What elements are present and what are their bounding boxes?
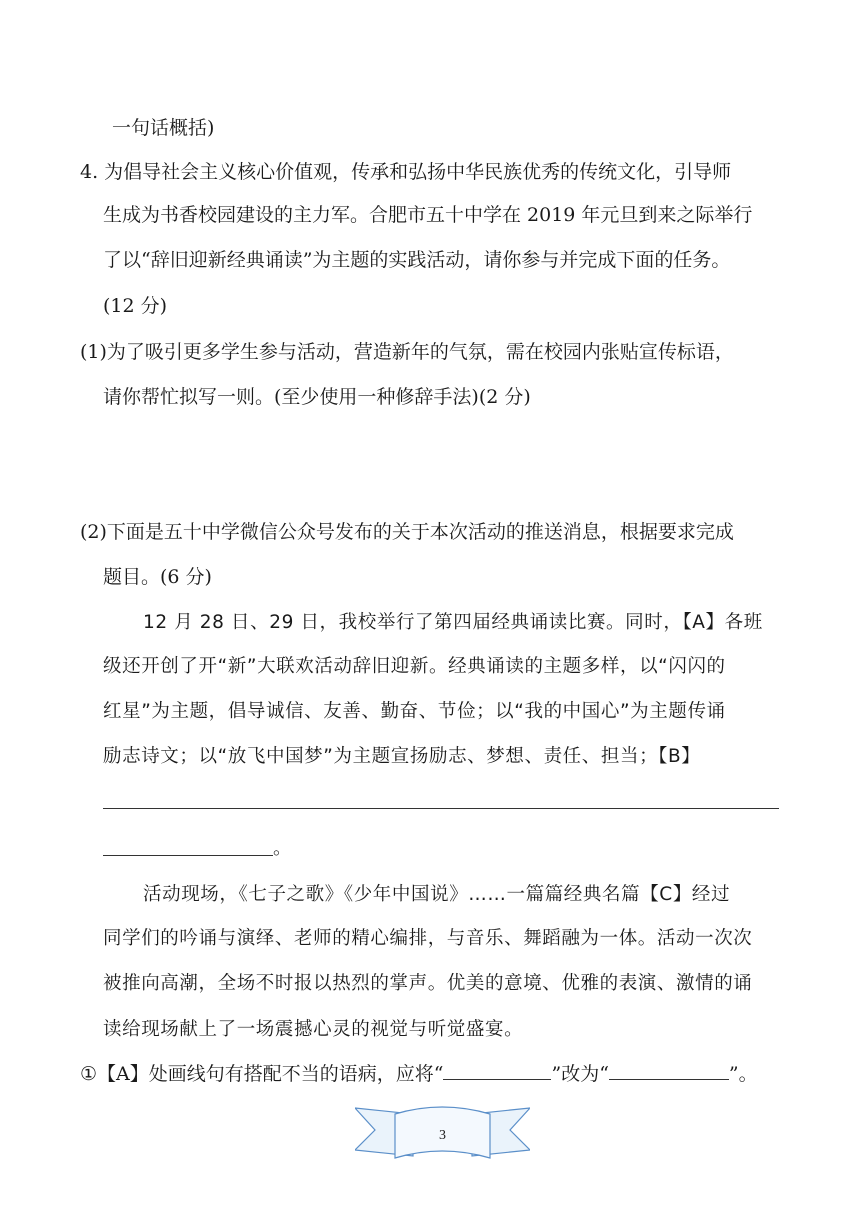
subquestion-1-line: (1)为了吸引更多学生参与活动，营造新年的气氛，需在校园内张贴宣传标语，: [80, 341, 734, 363]
subquestion-2-line: 题目。(6 分): [103, 566, 212, 588]
question-a-line: [80, 1060, 758, 1088]
passage-line: 活动现场，《七子之歌》《少年中国说》……一篇篇经典名篇【C】经过: [143, 884, 731, 905]
passage-line: 读给现场献上了一场震撼心灵的视觉与听觉盛宴。: [103, 1019, 524, 1040]
answer-blank-b[interactable]: [103, 808, 779, 809]
answer-blank-a1[interactable]: [443, 1061, 551, 1080]
answer-blank-b-cont[interactable]: [103, 855, 273, 856]
passage-line: 同学们的吟诵与演绎、老师的精心编排，与音乐、舞蹈融为一体。活动一次次: [103, 928, 753, 949]
passage-line: 12 月 28 日、29 日，我校举行了第四届经典诵读比赛。同时，【A】各班: [143, 612, 763, 633]
page-footer: [355, 1100, 530, 1170]
passage-line: 被推向高潮，全场不时报以热烈的掌声。优美的意境、优雅的表演、激情的诵: [103, 973, 753, 994]
page-number: 3: [439, 1128, 446, 1143]
subquestion-1-line: 请你帮忙拟写一则。(至少使用一种修辞手法)(2 分): [103, 386, 531, 408]
answer-blank-a2[interactable]: [609, 1061, 729, 1080]
text-line: 一句话概括): [112, 117, 215, 139]
question-a-suffix: ”。: [728, 1063, 758, 1085]
question-4-line: 4. 为倡导社会主义核心价值观，传承和弘扬中华民族优秀的传统文化，引导师: [80, 161, 732, 183]
question-4-line: 了以“辞旧迎新经典诵读”为主题的实践活动，请你参与并完成下面的任务。: [103, 249, 731, 271]
passage-end-mark: 。: [273, 838, 293, 859]
question-4-line: 生成为书香校园建设的主力军。合肥市五十中学在 2019 年元旦到来之际举行: [103, 204, 753, 226]
passage-line: 励志诗文；以“放飞中国梦”为主题宣扬励志、梦想、责任、担当；【B】: [103, 746, 701, 767]
passage-line: 级还开创了开“新”大联欢活动辞旧迎新。经典诵读的主题多样，以“闪闪的: [103, 656, 726, 677]
question-a-prefix: ①【A】处画线句有搭配不当的语病，应将“: [80, 1063, 444, 1085]
passage-line: 红星”为主题，倡导诚信、友善、勤奋、节俭；以“我的中国心”为主题传诵: [103, 701, 726, 722]
subquestion-2-line: (2)下面是五十中学微信公众号发布的关于本次活动的推送消息，根据要求完成: [80, 521, 734, 543]
question-4-score: (12 分): [103, 295, 168, 317]
question-a-middle: ”改为“: [551, 1063, 609, 1085]
